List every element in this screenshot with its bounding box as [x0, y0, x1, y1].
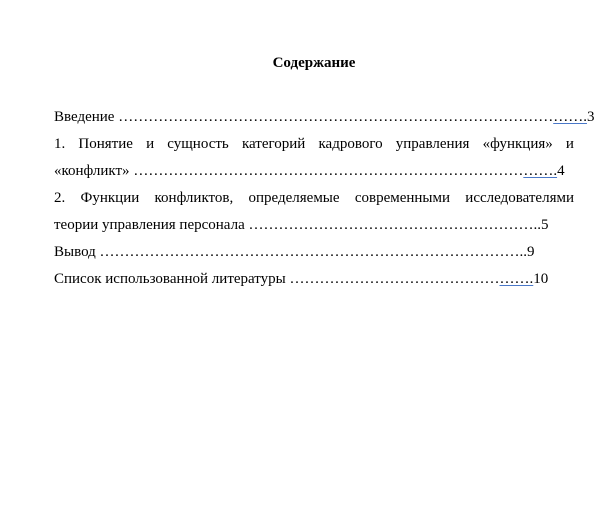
toc-leader-dots-underlined: …….	[553, 109, 587, 125]
toc-leader-dots: …………………………………………………..	[248, 217, 541, 233]
toc-entry-label: Введение	[54, 109, 115, 125]
toc-leader-dots: …………………………………………………………………………..	[99, 244, 528, 260]
toc-leader-dots-underlined: …….	[523, 163, 558, 179]
toc-entry-label: Вывод	[54, 244, 96, 260]
toc-word: «функция»	[482, 136, 553, 152]
toc-word: управления	[395, 136, 470, 152]
toc-word: определяемые	[248, 190, 340, 206]
toc-title: Содержание	[272, 55, 356, 71]
toc-page-number: 5	[541, 217, 549, 233]
toc-entry-chapter-2[interactable]	[54, 188, 574, 208]
toc-leader-dots: ……………………………………	[289, 271, 500, 287]
toc-leader-dots-underlined: …….	[499, 271, 534, 287]
toc-word: современными	[354, 190, 451, 206]
toc-page-number: 9	[527, 244, 535, 260]
toc-word: сущность	[167, 136, 229, 152]
toc-word: Функции	[80, 190, 140, 206]
toc-entry-intro[interactable]	[54, 107, 595, 127]
toc-word: и	[146, 136, 155, 152]
toc-word: 2.	[54, 190, 66, 206]
toc-word: Понятие	[78, 136, 133, 152]
toc-entry-chapter-1[interactable]	[54, 134, 574, 154]
toc-word: и	[565, 136, 574, 152]
toc-word: 1.	[54, 136, 66, 152]
toc-page-number: 3	[586, 109, 595, 125]
toc-page-number: 10	[533, 271, 549, 287]
toc-entry-chapter-1-continued[interactable]	[54, 161, 574, 181]
toc-word: категорий	[241, 136, 306, 152]
toc-page-number: 4	[557, 163, 565, 179]
toc-entry-label: «конфликт»	[54, 163, 130, 179]
toc-word: исследователями	[465, 190, 574, 206]
toc-entry-label: Список использованной литературы	[54, 271, 286, 287]
toc-entry-chapter-2-continued[interactable]	[54, 215, 574, 235]
toc-word: кадрового	[318, 136, 383, 152]
toc-word: конфликтов,	[154, 190, 234, 206]
toc-leader-dots: ……………………………………………………………………………	[118, 109, 554, 125]
toc-entry-references[interactable]	[54, 269, 574, 289]
toc-entry-conclusion[interactable]	[54, 242, 574, 262]
toc-entry-label: теории управления персонала	[54, 217, 245, 233]
toc-leader-dots: ……………………………………………………………………	[133, 163, 524, 179]
